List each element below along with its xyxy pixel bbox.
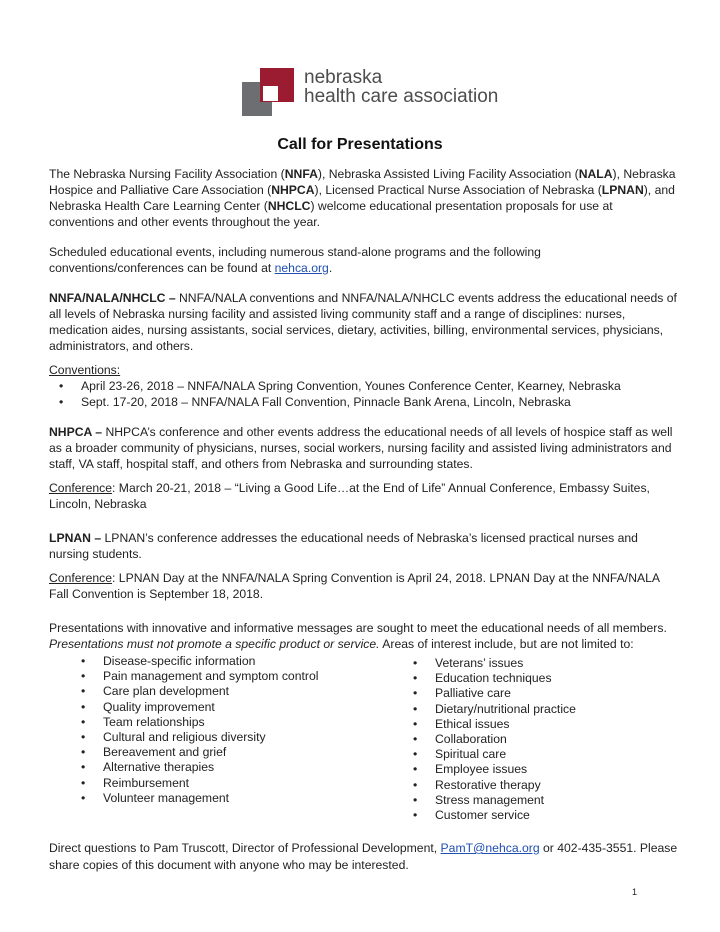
topic-item: • Volunteer management xyxy=(75,791,325,806)
topic-item: • Cultural and religious diversity xyxy=(75,730,325,745)
conventions-label: Conventions: xyxy=(49,363,121,377)
topic-item: • Alternative therapies xyxy=(75,760,325,775)
nehca-logo xyxy=(242,66,499,122)
topic-item: • Bereavement and grief xyxy=(75,745,325,760)
topic-item: • Education techniques xyxy=(407,671,667,686)
contact-paragraph: Direct questions to Pam Truscott, Director of Professional Development, PamT@nehca.org or 402-435-3551. Please share copies of this document with anyone who may be interested. xyxy=(49,841,678,872)
topic-item: • Restorative therapy xyxy=(407,778,667,793)
logo-line-2: health care association xyxy=(304,86,499,107)
topic-item: • Customer service xyxy=(407,808,667,823)
logo-line-1: nebraska xyxy=(304,67,383,88)
list-item: • April 23-26, 2018 – NNFA/NALA Spring Convention, Younes Conference Center, Kearney, Nebraska xyxy=(81,378,679,394)
list-item: • Sept. 17-20, 2018 – NNFA/NALA Fall Convention, Pinnacle Bank Arena, Lincoln, Nebraska xyxy=(81,394,679,410)
document-body xyxy=(49,166,679,826)
topic-item: • Pain management and symptom control xyxy=(75,669,325,684)
topic-item: • Dietary/nutritional practice xyxy=(407,702,667,717)
nnfa-label: NNFA/NALA/NHCLC – xyxy=(49,291,179,305)
nehca-link[interactable]: nehca.org xyxy=(274,261,329,275)
presentations-paragraph: Presentations with innovative and informative messages are sought to meet the educational needs of all members. Presentations must not promote a specific product or service. Areas of interest include, but are not limited to: xyxy=(49,621,667,651)
topic-item: • Reimbursement xyxy=(75,776,325,791)
nehca-logo-mark-icon xyxy=(242,66,296,118)
conventions-list xyxy=(49,378,679,410)
topic-item: • Team relationships xyxy=(75,715,325,730)
page-title: Call for Presentations xyxy=(277,136,443,153)
topic-item: • Quality improvement xyxy=(75,700,325,715)
logo-text xyxy=(304,68,498,106)
topic-item: • Spiritual care xyxy=(407,747,667,762)
topics-left-column xyxy=(75,654,325,806)
nhpca-conference: Conference: March 20-21, 2018 – “Living a Good Life…at the End of Life” Annual Conference, Embassy Suites, Lincoln, Nebraska xyxy=(49,481,650,511)
topic-item: • Employee issues xyxy=(407,762,667,777)
lpnan-paragraph: LPNAN – LPNAN’s conference addresses the educational needs of Nebraska’s licensed practical nurses and nursing students. xyxy=(49,531,638,561)
topic-item: • Collaboration xyxy=(407,732,667,747)
topic-item: • Palliative care xyxy=(407,686,667,701)
lpnan-conference: Conference: LPNAN Day at the NNFA/NALA Spring Convention is April 24, 2018. LPNAN Day at the NNFA/NALA Fall Convention is September 18, 2018. xyxy=(49,571,660,601)
topic-item: • Stress management xyxy=(407,793,667,808)
page-number: 1 xyxy=(632,887,638,897)
topic-item: • Veterans’ issues xyxy=(407,656,667,671)
email-link[interactable]: PamT@nehca.org xyxy=(440,841,540,855)
topics-columns xyxy=(49,654,679,826)
topic-item: • Care plan development xyxy=(75,684,325,699)
topic-item: • Ethical issues xyxy=(407,717,667,732)
topic-item: • Disease-specific information xyxy=(75,654,325,669)
nnfa-paragraph: NNFA/NALA/NHCLC – NNFA/NALA conventions and NNFA/NALA/NHCLC events address the educational needs of all levels of Nebraska nursing facility and assisted living community staff and a range of disciplines: nurses, medication aides, nursing assistants, social services, dietary, activities, billing, environmental services, physicians, administrators, and others. xyxy=(49,291,677,353)
lpnan-label: LPNAN – xyxy=(49,531,105,545)
nhpca-paragraph: NHPCA – NHPCA’s conference and other events address the educational needs of all levels of hospice staff as well as a broader community of physicians, nurses, social workers, nursing facility and assisted living administrators and staff, VA staff, hospital staff, and others from Nebraska and surrounding states. xyxy=(49,425,673,471)
intro-paragraph: The Nebraska Nursing Facility Association (NNFA), Nebraska Assisted Living Facility Association (NALA), Nebraska Hospice and Palliative Care Association (NHPCA), Licensed Practical Nurse Association of Nebraska (LPNAN), and Nebraska Health Care Learning Center (NHCLC) welcome educational presentation proposals for use at conventions and other events throughout the year. xyxy=(49,167,676,229)
topics-right-column xyxy=(407,656,667,823)
nhpca-label: NHPCA – xyxy=(49,425,106,439)
scheduled-paragraph: Scheduled educational events, including numerous stand-alone programs and the following conventions/conferences can be found at nehca.org. xyxy=(49,245,541,275)
